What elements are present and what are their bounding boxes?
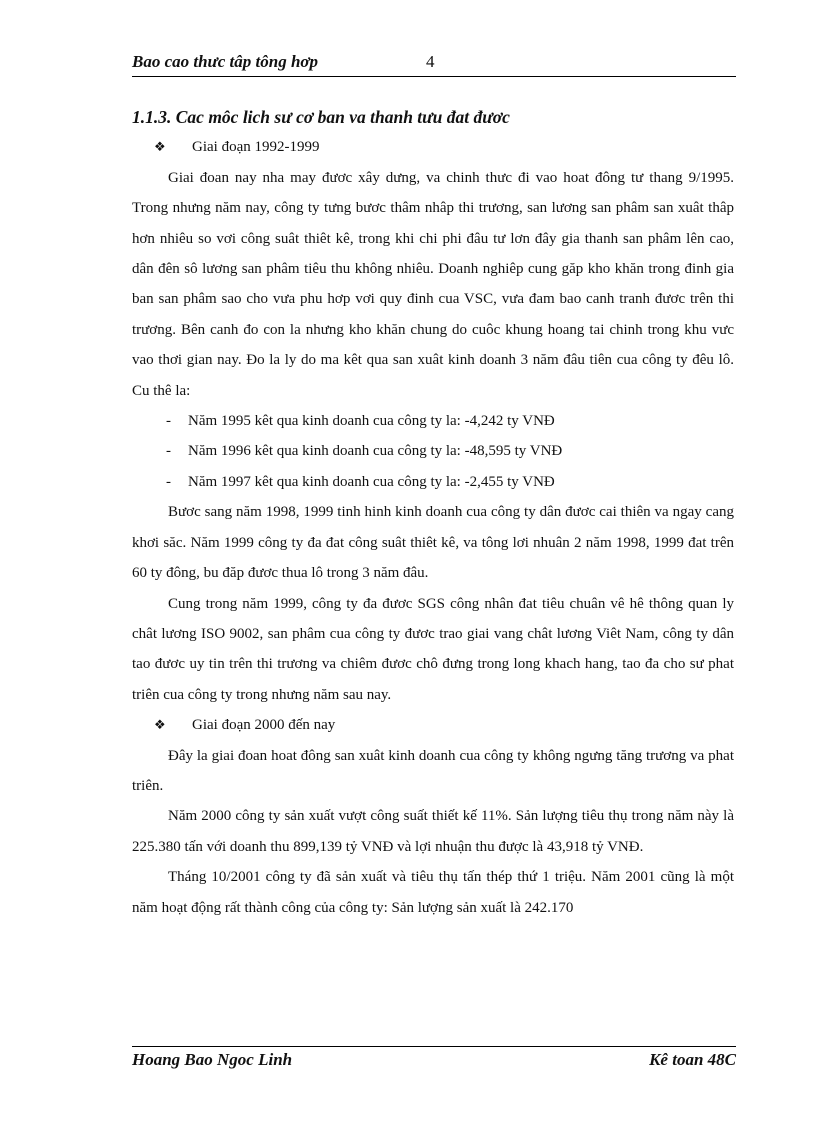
result-item	[132, 406, 734, 436]
period2-paragraph-1: Đây la giai đoan hoat đông san xuât kinh doanh cua công ty không ngưng tăng trương va phat triên.	[132, 747, 734, 794]
document-body	[132, 102, 734, 923]
result-text: Năm 1995 kêt qua kinh doanh cua công ty la: -4,242 ty VNĐ	[188, 413, 555, 430]
period2-heading: Giai đoạn 2000 đến nay	[192, 717, 336, 734]
page-footer	[132, 1046, 736, 1075]
dash-bullet-icon: -	[166, 473, 171, 490]
result-text: Năm 1997 kêt qua kinh doanh cua công ty la: -2,455 ty VNĐ	[188, 473, 555, 490]
header-title: Bao cao thưc tâp tông hơp	[132, 52, 319, 71]
period1-paragraph-1: Giai đoan nay nha may đươc xây dưng, va chinh thưc đi vao hoat đông tư thang 9/1995. Trong nhưng năm nay, công ty tưng bươc thâm nhâp thi trương, san lương san phâm san xuât thâp hơn nhiêu so vơi công suât thiêt kê, trong khi chi phi đâu tư lơn đây gia thanh san phâm lên cao, dân đên sô lương san phâm tiêu thu không nhiêu. Doanh nghiêp cung găp kho khăn trong đinh gia ban san phâm sao cho vưa phu hơp vơi quy đinh cua VSC, vưa đam bao canh tranh đươc trên thi trương. Bên canh đo con la nhưng kho khăn chung do cuôc khung hoang tai chinh trong khu vưc vao thơi gian nay. Đo la ly do ma kêt qua san xuât kinh doanh 3 năm đâu tiên cua công ty đêu lô. Cu thê la:	[132, 169, 734, 399]
period1-paragraph-2: Bươc sang năm 1998, 1999 tinh hinh kinh doanh cua công ty dân đươc cai thiên va ngay cang khơi săc. Năm 1999 công ty đa đat công suât thiêt kê, va tông lơi nhuân 2 năm 1998, 1999 đat trên 60 ty đông, bu đăp đươc thua lô trong 3 năm đâu.	[132, 504, 734, 582]
dash-bullet-icon: -	[166, 443, 171, 460]
diamond-bullet-icon: ❖	[154, 139, 166, 155]
result-item	[132, 436, 734, 466]
page-header	[132, 52, 736, 77]
footer-author: Hoang Bao Ngoc Linh	[132, 1050, 293, 1069]
dash-bullet-icon: -	[166, 413, 171, 430]
section-title: 1.1.3. Cac môc lich sư cơ ban va thanh tưu đat đươc	[132, 107, 510, 127]
period1-heading: Giai đoạn 1992-1999	[192, 139, 320, 156]
result-text: Năm 1996 kêt qua kinh doanh cua công ty la: -48,595 ty VNĐ	[188, 443, 563, 460]
footer-class: Kê toan 48C	[649, 1050, 736, 1069]
period2-paragraph-3: Tháng 10/2001 công ty đã sản xuất và tiêu thụ tấn thép thứ 1 triệu. Năm 2001 cũng là một năm hoạt động rất thành công của công ty: Sản lượng sản xuất là 242.170	[132, 869, 734, 916]
diamond-bullet-icon: ❖	[154, 717, 166, 733]
period2-paragraph-2: Năm 2000 công ty sản xuất vượt công suất thiết kế 11%. Sản lượng tiêu thụ trong năm này là 225.380 tấn với doanh thu 899,139 tỷ VNĐ và lợi nhuận thu được là 43,918 tỷ VNĐ.	[132, 808, 734, 855]
period1-paragraph-3: Cung trong năm 1999, công ty đa đươc SGS công nhân đat tiêu chuân vê hê thông quan ly chât lương ISO 9002, san phâm cua công ty đươc trao giai vang chât lương Viêt Nam, công ty dân tao đươc uy tin trên thi trương va chiêm đươc chô đưng trong long khach hang, tao đa cho sư phat triên cua công ty trong nhưng năm sau nay.	[132, 595, 734, 703]
page-number: 4	[426, 52, 435, 71]
result-item	[132, 467, 734, 497]
period1-heading-line	[132, 132, 734, 162]
period2-heading-line	[132, 710, 734, 740]
